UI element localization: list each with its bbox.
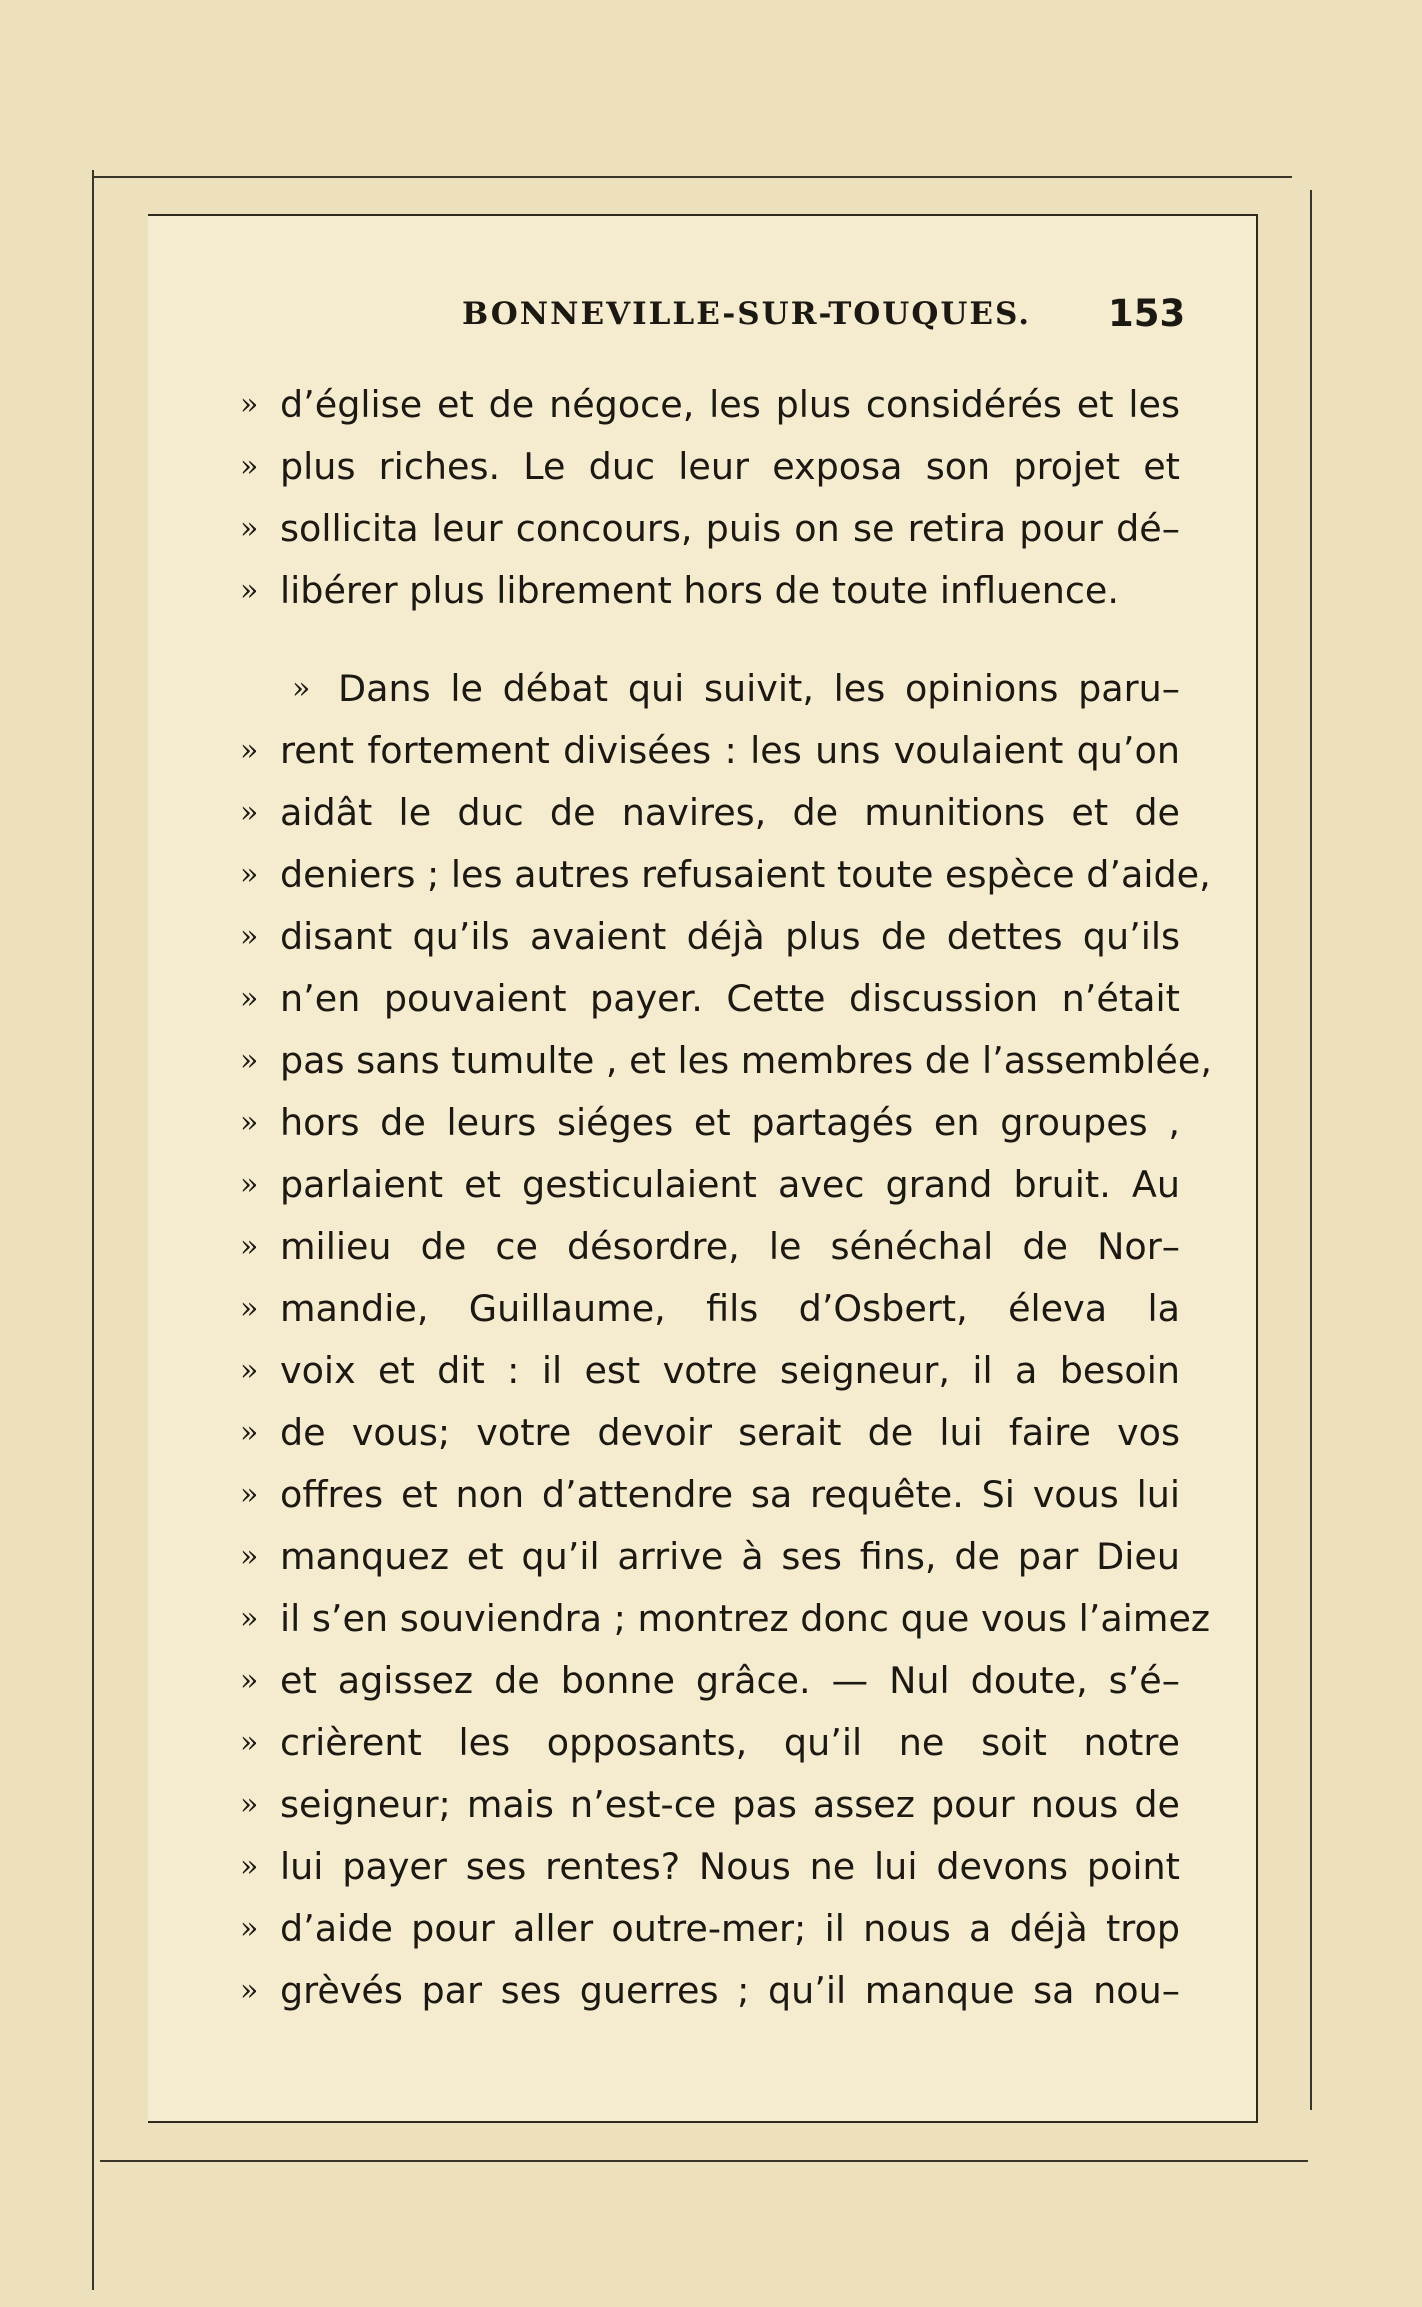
text-line [240, 912, 1180, 962]
text-line [240, 974, 1180, 1024]
text-line [240, 1842, 1180, 1892]
line-text: offres et non d’attendre sa requête. Si vous lui [280, 1473, 1180, 1516]
text-line [240, 1098, 1180, 1148]
line-text: milieu de ce désordre, le sénéchal de Nor– [280, 1225, 1180, 1268]
quote-mark: » [240, 1291, 259, 1326]
scan-bottom-rule [100, 2160, 1308, 2162]
quote-mark: » [240, 1787, 259, 1822]
text-line [240, 1346, 1180, 1396]
quote-mark: » [240, 1415, 259, 1450]
quote-mark: » [240, 1973, 259, 2008]
line-text: seigneur; mais n’est-ce pas assez pour nous de [280, 1783, 1180, 1826]
text-line [240, 1718, 1180, 1768]
quote-mark: » [240, 1477, 259, 1512]
quote-mark: » [240, 1601, 259, 1636]
quote-mark: » [240, 1043, 259, 1078]
text-line [240, 1656, 1180, 1706]
line-text: rent fortement divisées : les uns voulaient qu’on [280, 729, 1180, 772]
text-line [240, 1532, 1180, 1582]
line-text: Dans le débat qui suivit, les opinions paru– [338, 667, 1180, 710]
text-line [240, 1966, 1180, 2016]
text-line [240, 1904, 1180, 1954]
line-text: plus riches. Le duc leur exposa son projet et [280, 445, 1180, 488]
scan-right-rule [1310, 190, 1312, 2110]
quote-mark: » [240, 387, 259, 422]
line-text: deniers ; les autres refusaient toute espèce d’aide, [280, 853, 1211, 896]
line-text: voix et dit : il est votre seigneur, il a besoin [280, 1349, 1180, 1392]
quote-mark: » [240, 919, 259, 954]
quote-mark: » [240, 857, 259, 892]
text-line [240, 850, 1211, 900]
quote-mark: » [240, 795, 259, 830]
line-text: lui payer ses rentes? Nous ne lui devons point [280, 1845, 1180, 1888]
text-line [240, 664, 1180, 714]
running-title: BONNEVILLE-SUR-TOUQUES. [462, 296, 1032, 332]
line-text: libérer plus librement hors de toute influence. [280, 569, 1119, 612]
quote-mark: » [240, 1353, 259, 1388]
quote-mark: » [240, 1911, 259, 1946]
line-text: et agissez de bonne grâce. — Nul doute, s’é– [280, 1659, 1180, 1702]
quote-mark: » [240, 981, 259, 1016]
line-text: n’en pouvaient payer. Cette discussion n’était [280, 977, 1180, 1020]
quote-mark: » [240, 1167, 259, 1202]
quote-mark: » [240, 1105, 259, 1140]
line-text: d’église et de négoce, les plus considérés et les [280, 383, 1180, 426]
line-text: il s’en souviendra ; montrez donc que vous l’aimez [280, 1597, 1211, 1640]
line-text: parlaient et gesticulaient avec grand bruit. Au [280, 1163, 1180, 1206]
quote-mark: » [240, 1539, 259, 1574]
quote-mark: » [240, 1229, 259, 1264]
line-text: aidât le duc de navires, de munitions et de [280, 791, 1180, 834]
text-line [240, 1408, 1180, 1458]
quote-mark: » [240, 733, 259, 768]
quote-mark: » [240, 1663, 259, 1698]
line-text: disant qu’ils avaient déjà plus de dettes qu’ils [280, 915, 1180, 958]
line-text: mandie, Guillaume, fils d’Osbert, éleva la [280, 1287, 1180, 1330]
scan-top-rule [92, 176, 1292, 178]
text-line [240, 566, 1180, 616]
text-line [240, 1470, 1180, 1520]
text-line [240, 380, 1180, 430]
line-text: de vous; votre devoir serait de lui faire vos [280, 1411, 1180, 1454]
text-line [240, 1780, 1180, 1830]
quote-mark: » [292, 671, 311, 706]
text-line [240, 1222, 1180, 1272]
quote-mark: » [240, 1725, 259, 1760]
text-line [240, 788, 1180, 838]
text-line [240, 504, 1180, 554]
text-line [240, 1160, 1180, 1210]
quote-mark: » [240, 1849, 259, 1884]
quote-mark: » [240, 573, 259, 608]
line-text: crièrent les opposants, qu’il ne soit notre [280, 1721, 1180, 1764]
text-line [240, 1594, 1211, 1644]
line-text: sollicita leur concours, puis on se retira pour dé– [280, 507, 1180, 550]
line-text: grèvés par ses guerres ; qu’il manque sa nou– [280, 1969, 1180, 2012]
text-line [240, 1284, 1180, 1334]
quote-mark: » [240, 511, 259, 546]
page-number: 153 [1108, 292, 1186, 335]
text-line [240, 442, 1180, 492]
line-text: hors de leurs siéges et partagés en groupes , [280, 1101, 1180, 1144]
quote-mark: » [240, 449, 259, 484]
text-line [240, 1036, 1212, 1086]
text-line [240, 726, 1180, 776]
line-text: pas sans tumulte , et les membres de l’assemblée, [280, 1039, 1212, 1082]
scan-left-rule [92, 170, 94, 2290]
line-text: d’aide pour aller outre-mer; il nous a déjà trop [280, 1907, 1180, 1950]
line-text: manquez et qu’il arrive à ses fins, de par Dieu [280, 1535, 1180, 1578]
